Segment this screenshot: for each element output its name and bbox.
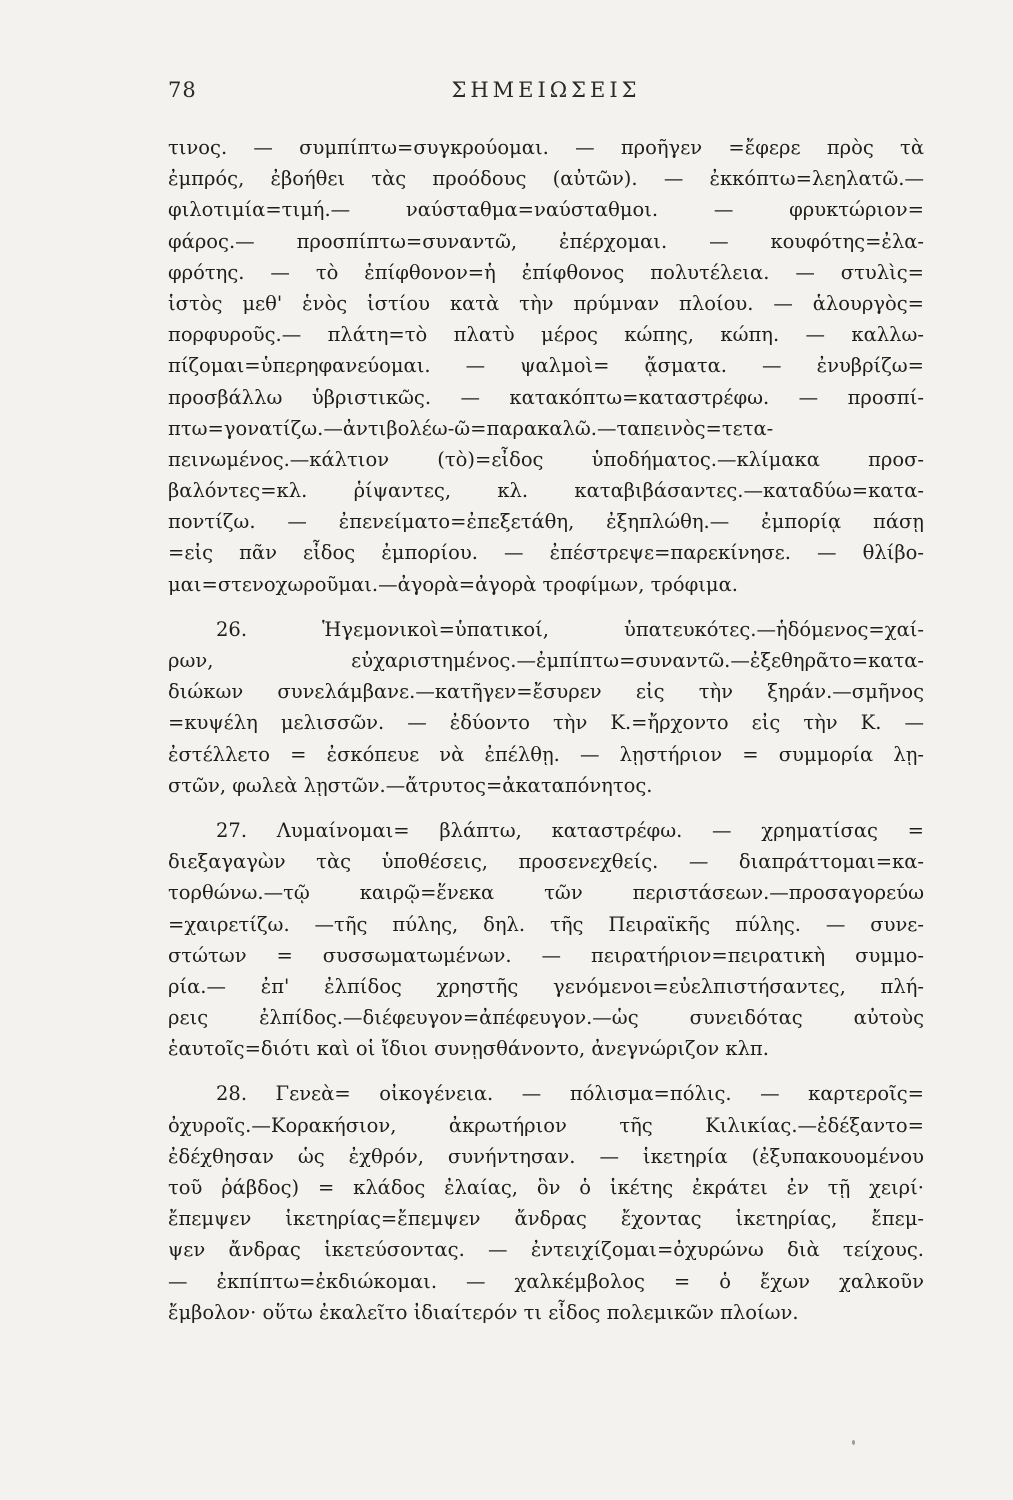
text-line: προσβάλλω ὑβριστικῶς. — κατακόπτω=καταστρέφω. — προσπί- xyxy=(168,385,924,409)
text-line: ἐδέχθησαν ὡς ἐχθρόν, συνήντησαν. — ἱκετηρία (ἐξυπακουομένου xyxy=(168,1144,924,1168)
paragraph xyxy=(168,132,924,600)
text-line: τορθώνω.—τῷ καιρῷ=ἕνεκα τῶν περιστάσεων.—προσαγορεύω xyxy=(168,881,924,905)
text-line: πίζομαι=ὑπερηφανεύομαι. — ψαλμοὶ= ᾄσματα. — ἐνυβρίζω= xyxy=(168,354,924,378)
text-line: ἐστέλλετο = ἐσκόπευε νὰ ἐπέλθῃ. — λῃστήριον = συμμορία λῃ- xyxy=(168,742,924,766)
paragraph xyxy=(168,1078,924,1328)
text-line: ποντίζω. — ἐπενείματο=ἐπεξετάθη, ἐξηπλώθη.— ἐμπορίᾳ πάσῃ xyxy=(168,510,924,534)
text-line: διώκων συνελάμβανε.—κατῆγεν=ἔσυρεν εἰς τὴν ξηράν.—σμῆνος xyxy=(168,680,924,704)
text-line: ἔπεμψεν ἱκετηρίας=ἔπεμψεν ἄνδρας ἔχοντας ἱκετηρίας, ἔπεμ- xyxy=(168,1207,924,1231)
text-line: πορφυροῦς.— πλάτη=τὸ πλατὺ μέρος κώπης, κώπη. — καλλω- xyxy=(168,323,924,347)
text-line: ἱστὸς μεθ' ἑνὸς ἱστίου κατὰ τὴν πρύμναν πλοίου. — ἁλουργὸς= xyxy=(168,291,924,315)
text-line: ἔμβολον· οὕτω ἐκαλεῖτο ἰδιαίτερόν τι εἶδος πολεμικῶν πλοίων. xyxy=(168,1300,799,1324)
text-line: φρότης. — τὸ ἐπίφθονον=ἡ ἐπίφθονος πολυτέλεια. — στυλὶς= xyxy=(168,260,924,284)
text-line: πεινωμένος.—κάλτιον (τὸ)=εἶδος ὑποδήματος.—κλίμακα προσ- xyxy=(168,447,924,471)
text-line: ὀχυροῖς.—Κορακήσιον, ἀκρωτήριον τῆς Κιλικίας.—ἐδέξαντο= xyxy=(168,1113,924,1137)
text-line: φιλοτιμία=τιμή.— ναύσταθμα=ναύσταθμοι. — φρυκτώριον= xyxy=(168,198,924,222)
text-line: φάρος.— προσπίπτω=συναντῶ, ἐπέρχομαι. — κουφότης=ἐλα- xyxy=(168,229,924,253)
text-line: μαι=στενοχωροῦμαι.—ἀγορὰ=ἀγορὰ τροφίμων, τρόφιμα. xyxy=(168,572,738,596)
notes-text xyxy=(168,132,924,1328)
text-line: 28. Γενεὰ= οἰκογένεια. — πόλισμα=πόλις. — καρτεροῖς= xyxy=(216,1082,924,1106)
text-line: ρία.— ἐπ' ἐλπίδος χρηστῆς γενόμενοι=εὐελπιστήσαντες, πλή- xyxy=(168,974,924,998)
text-line: ἑαυτοῖς=διότι καὶ οἱ ἴδιοι συνῃσθάνοντο, ἀνεγνώριζον κλπ. xyxy=(168,1037,769,1061)
text-line: =χαιρετίζω. —τῆς πύλης, δηλ. τῆς Πειραϊκῆς πύλης. — συνε- xyxy=(168,912,924,936)
text-line: ρων, εὐχαριστημένος.—ἐμπίπτω=συναντῶ.—ἐξεθηρᾶτο=κατα- xyxy=(168,649,924,672)
text-line: στώτων = συσσωματωμένων. — πειρατήριον=πειρατικὴ συμμο- xyxy=(168,943,924,967)
paragraph xyxy=(168,614,924,801)
page-header xyxy=(168,78,924,110)
text-line: βαλόντες=κλ. ῥίψαντες, κλ. καταβιβάσαντες.—καταδύω=κατα- xyxy=(168,479,924,503)
paper-speck xyxy=(852,1440,855,1445)
page-number: 78 xyxy=(168,78,197,102)
text-line: τοῦ ῥάβδος) = κλάδος ἐλαίας, ὃν ὁ ἱκέτης ἐκράτει ἐν τῇ χειρί· xyxy=(168,1176,924,1199)
text-line: πτω=γονατίζω.—ἀντιβολέω-ῶ=παρακαλῶ.—ταπεινὸς=τετα- xyxy=(168,416,774,440)
text-line: ἐμπρός, ἐβοήθει τὰς προόδους (αὐτῶν). — ἐκκόπτω=λεηλατῶ.— xyxy=(168,167,924,191)
text-line: στῶν, φωλεὰ λῃστῶν.—ἄτρυτος=ἀκαταπόνητος. xyxy=(168,773,653,797)
text-line: ψεν ἄνδρας ἱκετεύσοντας. — ἐντειχίζομαι=ὀχυρώνω διὰ τείχους. xyxy=(168,1238,924,1262)
text-line: — ἐκπίπτω=ἐκδιώκομαι. — χαλκέμβολος = ὁ ἔχων χαλκοῦν xyxy=(168,1269,924,1293)
text-line: 26. Ἡγεμονικοὶ=ὑπατικοί, ὑπατευκότες.—ἡδόμενος=χαί- xyxy=(216,617,924,641)
text-line: 27. Λυμαίνομαι= βλάπτω, καταστρέφω. — χρηματίσας = xyxy=(216,818,924,842)
paragraph xyxy=(168,815,924,1065)
running-head: ΣΗΜΕΙΩΣΕΙΣ xyxy=(451,78,641,102)
text-line: ρεις ἐλπίδος.—διέφευγον=ἀπέφευγον.—ὡς συνειδότας αὐτοὺς xyxy=(168,1006,924,1030)
text-line: =εἰς πᾶν εἶδος ἐμπορίου. — ἐπέστρεψε=παρεκίνησε. — θλίβο- xyxy=(168,541,924,565)
text-line: =κυψέλη μελισσῶν. — ἐδύοντο τὴν Κ.=ἤρχοντο εἰς τὴν Κ. — xyxy=(168,711,924,735)
text-line: διεξαγαγὼν τὰς ὑποθέσεις, προσενεχθείς. — διαπράττομαι=κα- xyxy=(168,850,924,874)
text-line: τινος. — συμπίπτω=συγκρούομαι. — προῆγεν =ἔφερε πρὸς τὰ xyxy=(168,136,924,159)
